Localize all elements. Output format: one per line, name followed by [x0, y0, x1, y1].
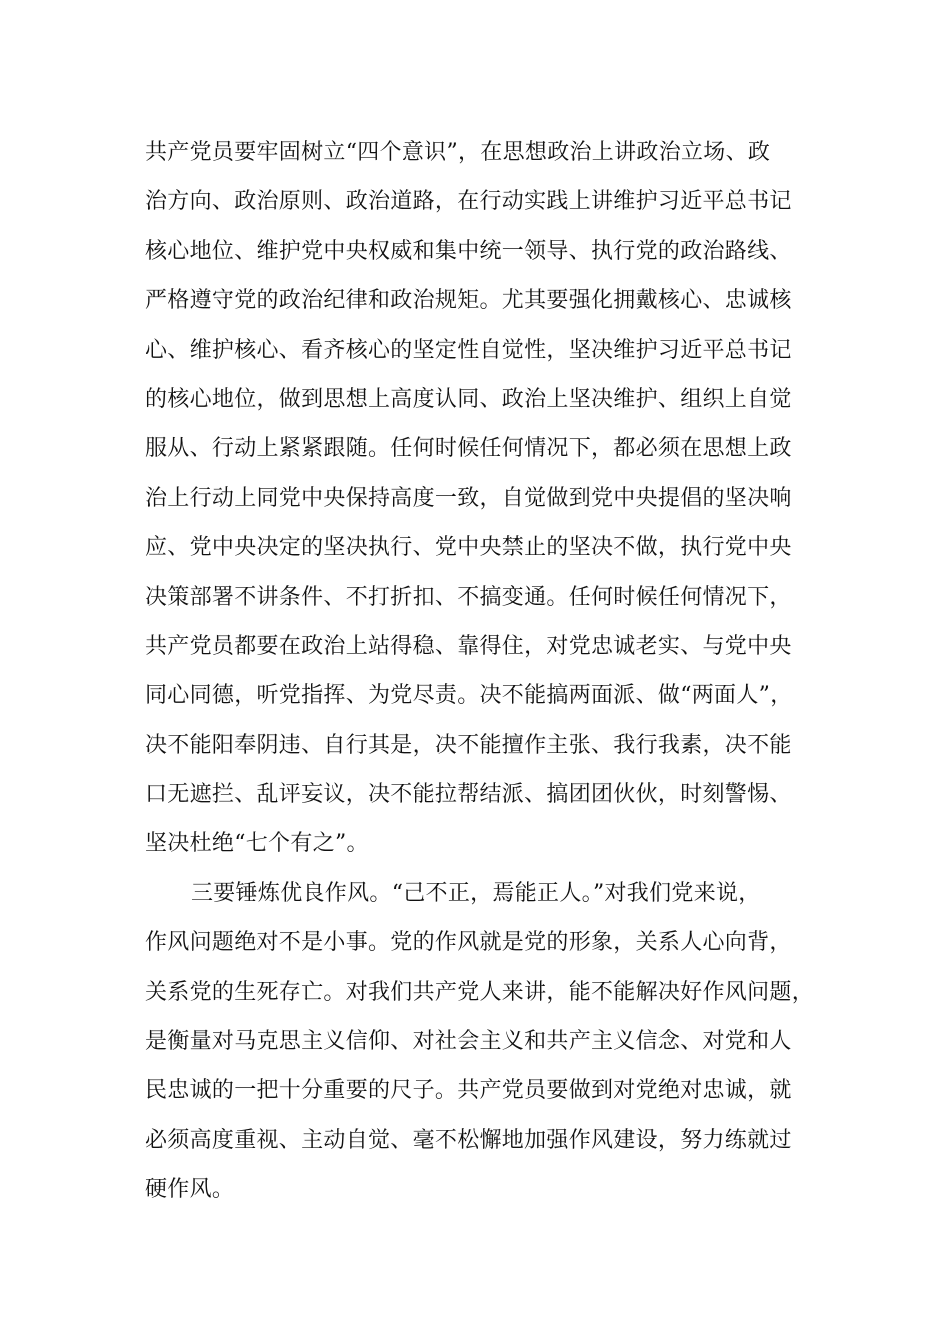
text-line: 作风问题绝对不是小事。党的作风就是党的形象，关系人心向背，: [145, 930, 792, 956]
text-line: 决不能阳奉阴违、自行其是，决不能擅作主张、我行我素，决不能: [145, 732, 792, 758]
text-line: 民忠诚的一把十分重要的尺子。共产党员要做到对党绝对忠诚，就: [145, 1078, 792, 1104]
text-line: 决策部署不讲条件、不打折扣、不搞变通。任何时候任何情况下，: [145, 584, 792, 610]
text-line: 共产党员都要在政治上站得稳、靠得住，对党忠诚老实、与党中央: [145, 633, 792, 659]
text-line: 服从、行动上紧紧跟随。任何时候任何情况下，都必须在思想上政: [145, 436, 792, 462]
text-line: 同心同德，听党指挥、为党尽责。决不能搞两面派、做“两面人”，: [145, 683, 793, 709]
text-line: 严格遵守党的政治纪律和政治规矩。尤其要强化拥戴核心、忠诚核: [145, 288, 792, 314]
text-line: 应、党中央决定的坚决执行、党中央禁止的坚决不做，执行党中央: [145, 535, 792, 561]
text-line: 硬作风。: [145, 1177, 235, 1203]
text-line: 口无遮拦、乱评妄议，决不能拉帮结派、搞团团伙伙，时刻警惕、: [145, 782, 792, 808]
text-line: 坚决杜绝“七个有之”。: [145, 831, 369, 857]
text-line: 治上行动上同党中央保持高度一致，自觉做到党中央提倡的坚决响: [145, 485, 792, 511]
text-line: 治方向、政治原则、政治道路，在行动实践上讲维护习近平总书记: [145, 189, 792, 215]
text-line: 共产党员要牢固树立“四个意识”，在思想政治上讲政治立场、政: [145, 140, 771, 165]
paragraph-first-line: 三要锤炼优良作风。“己不正，焉能正人。”对我们党来说，: [191, 880, 761, 906]
text-line: 必须高度重视、主动自觉、毫不松懈地加强作风建设，努力练就过: [145, 1127, 792, 1153]
body-text: [145, 128, 835, 1215]
text-line: 关系党的生死存亡。对我们共产党人来讲，能不能解决好作风问题，: [145, 979, 815, 1005]
text-line: 心、维护核心、看齐核心的坚定性自觉性，坚决维护习近平总书记: [145, 337, 792, 363]
text-line: 的核心地位，做到思想上高度认同、政治上坚决维护、组织上自觉: [145, 386, 792, 412]
text-line: 是衡量对马克思主义信仰、对社会主义和共产主义信念、对党和人: [145, 1029, 792, 1055]
text-line: 核心地位、维护党中央权威和集中统一领导、执行党的政治路线、: [145, 238, 792, 264]
